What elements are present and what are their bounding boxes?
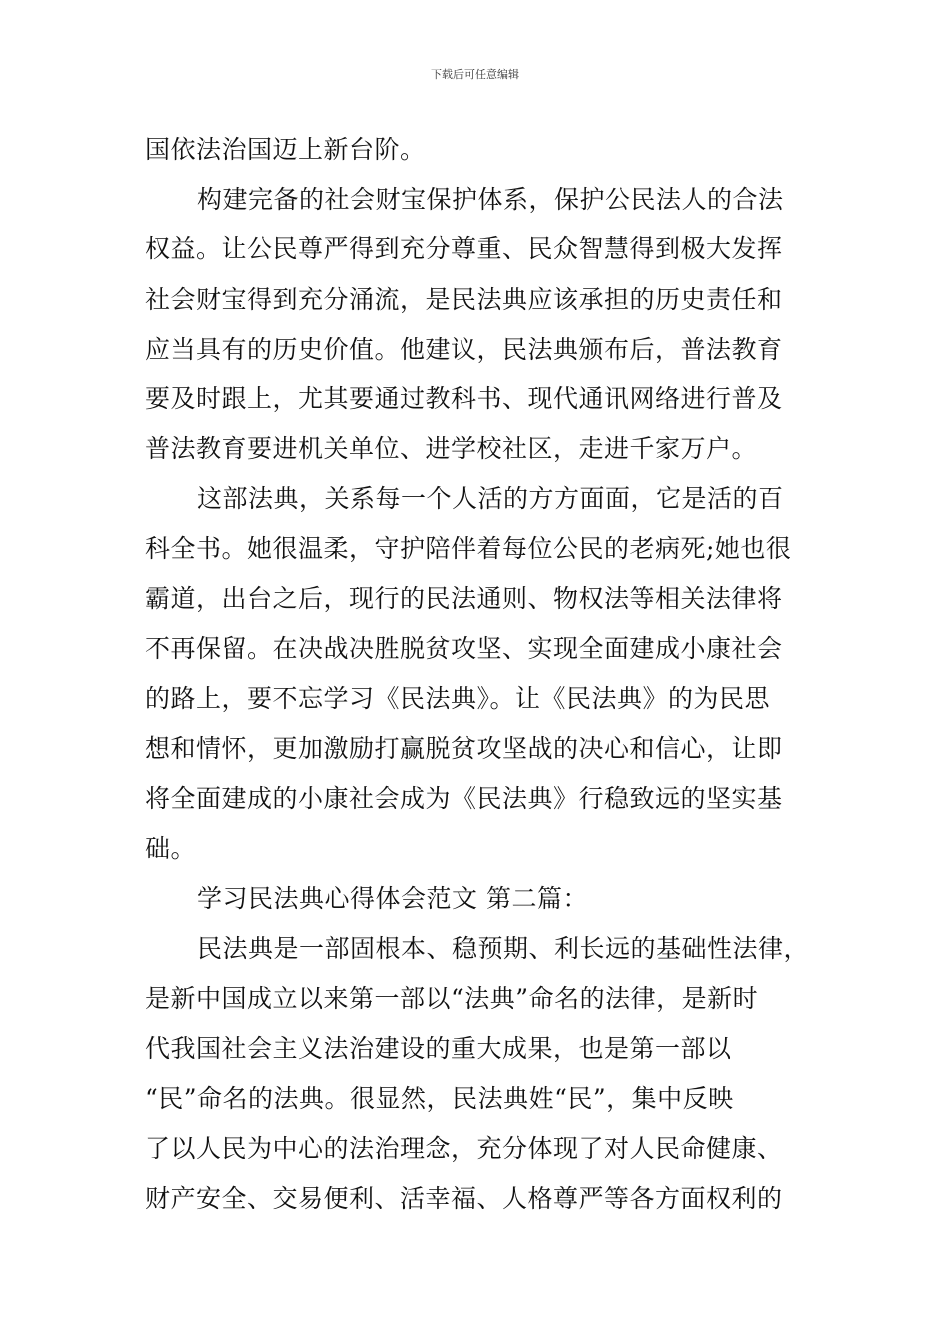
text-line: 国依法治国迈上新台阶。 — [145, 135, 426, 164]
text-line: 科全书。她很温柔，守护陪伴着每位公民的老病死;她也很 — [145, 534, 792, 563]
text-line: 是新中国成立以来第一部以“法典”命名的法律，是新时 — [145, 984, 759, 1013]
text-line: 构建完备的社会财宝保护体系，保护公民法人的合法 — [197, 185, 784, 214]
text-line: 想和情怀，更加激励打赢脱贫攻坚战的决心和信心，让即 — [145, 734, 783, 763]
text-line: 民法典是一部固根本、稳预期、利长远的基础性法律， — [197, 934, 810, 963]
text-line: 要及时跟上，尤其要通过教科书、现代通讯网络进行普及 — [145, 384, 783, 413]
text-line: 的路上，要不忘学习《民法典》。让《民法典》的为民思 — [145, 684, 771, 713]
section-heading: 学习民法典心得体会范文 第二篇： — [197, 884, 588, 913]
text-line: 了以人民为中心的法治理念，充分体现了对人民命健康、 — [145, 1134, 783, 1163]
text-line: 础。 — [145, 834, 197, 863]
text-line: “民”命名的法典。很显然，民法典姓“民”，集中反映 — [145, 1084, 734, 1113]
text-line: 应当具有的历史价值。他建议，民法典颁布后，普法教育 — [145, 335, 783, 364]
text-line: 不再保留。在决战决胜脱贫攻坚、实现全面建成小康社会 — [145, 634, 783, 663]
text-line: 权益。让公民尊严得到充分尊重、民众智慧得到极大发挥 — [145, 234, 783, 263]
text-line: 财产安全、交易便利、活幸福、人格尊严等各方面权利的 — [145, 1184, 783, 1213]
text-line: 霸道，出台之后，现行的民法通则、物权法等相关法律将 — [145, 584, 783, 613]
text-line: 代我国社会主义法治建设的重大成果，也是第一部以 — [145, 1034, 732, 1063]
text-line: 普法教育要进机关单位、进学校社区，走进千家万户。 — [145, 434, 758, 463]
text-line: 社会财宝得到充分涌流，是民法典应该承担的历史责任和 — [145, 285, 783, 314]
text-line: 将全面建成的小康社会成为《民法典》行稳致远的坚实基 — [145, 784, 783, 813]
page-header: 下载后可任意编辑 — [431, 68, 519, 81]
text-line: 这部法典，关系每一个人活的方方面面，它是活的百 — [197, 484, 784, 513]
